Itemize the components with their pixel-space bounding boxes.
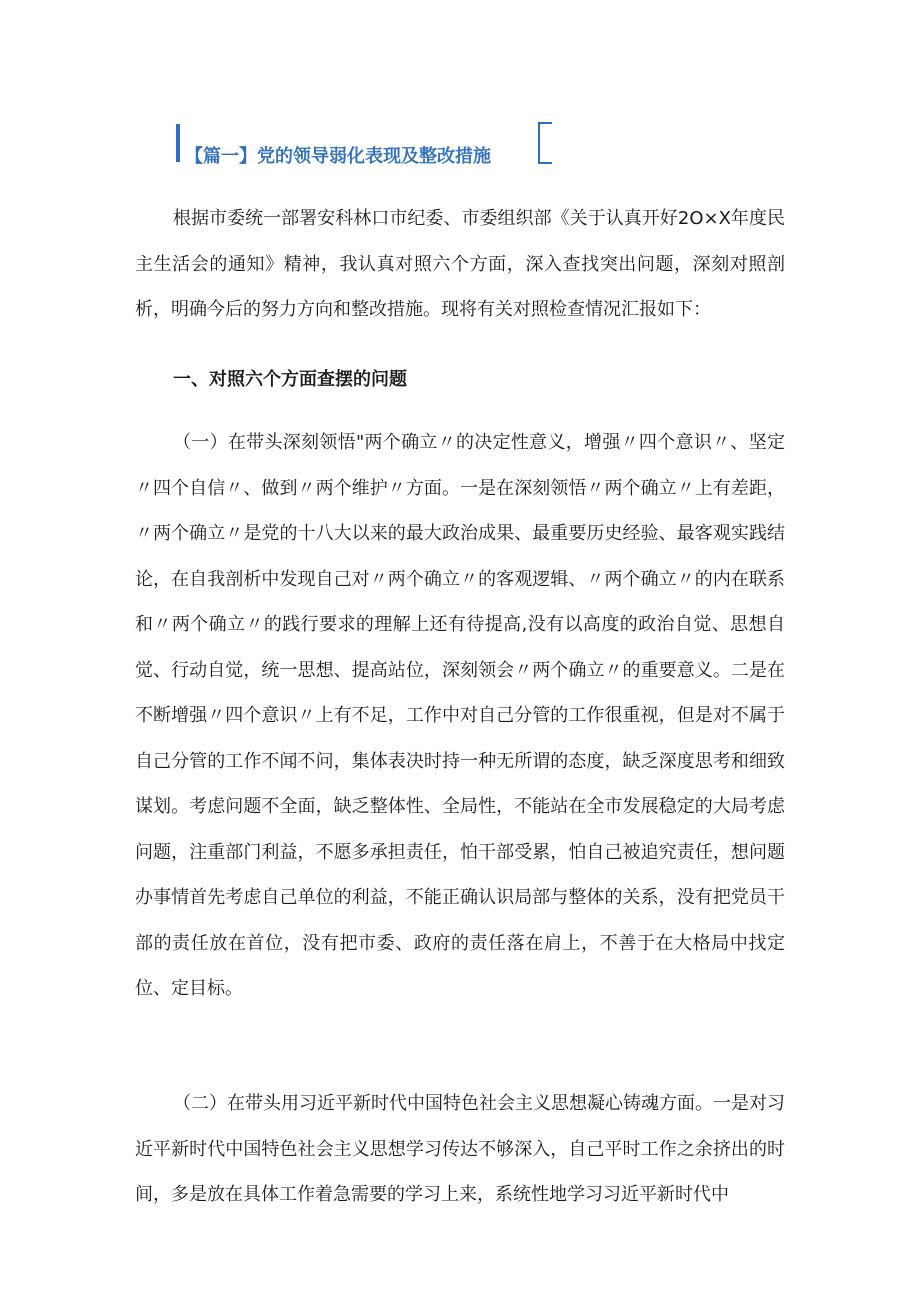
section-heading-1: 一、对照六个方面查摆的问题 — [173, 369, 407, 390]
paragraph-1: （一）在带头深刻领悟"两个确立〃的决定性意义，增强〃四个意识〃、坚定〃四个自信〃、做到〃两个维护〃方面。一是在深刻领悟〃两个确立〃上有差距，〃两个确立〃是党的十八大以来的最大政治成果、最重要历史经验、最客观实践结论，在自我剖析中发现自己对〃两个确立〃的客观逻辑、〃两个确立〃的内在联系和〃两个确立〃的践行要求的理解上还有待提高,没有以高度的政治自觉、思想自觉、行动自觉，统一思想、提高站位，深刻领会〃两个确立〃的重要意义。二是在不断增强〃四个意识〃上有不足，工作中对自己分管的工作很重视，但是对不属于自己分管的工作不闻不问，集体表决时持一种无所谓的态度，缺乏深度思考和细致谋划。考虑问题不全面，缺乏整体性、全局性，不能站在全市发展稳定的大局考虑问题，注重部门利益，不愿多承担责任，怕干部受累，怕自己被追究责任，想问题办事情首先考虑自己单位的利益，不能正确认识局部与整体的关系，没有把党员干部的责任放在首位，没有把市委、政府的责任落在肩上，不善于在大格局中找定位、定目标。 — [135, 432, 785, 999]
title-left-bar — [176, 124, 180, 162]
document-title: 【篇一】党的领导弱化表现及整改措施 — [185, 146, 491, 167]
title-right-bracket — [538, 122, 552, 164]
paragraph-2: （二）在带头用习近平新时代中国特色社会主义思想凝心铸魂方面。一是对习近平新时代中国特色社会主义思想学习传达不够深入，自己平时工作之余挤出的时间，多是放在具体工作着急需要的学习上来，系统性地学习习近平新时代中 — [135, 1093, 785, 1205]
document-title-block — [176, 122, 558, 168]
intro-paragraph: 根据市委统一部署安科林口市纪委、市委组织部《关于认真开好2O×X年度民主生活会的通知》精神，我认真对照六个方面，深入查找突出问题，深刻对照剖析，明确今后的努力方向和整改措施。现将有关对照检查情况汇报如下： — [135, 208, 785, 320]
